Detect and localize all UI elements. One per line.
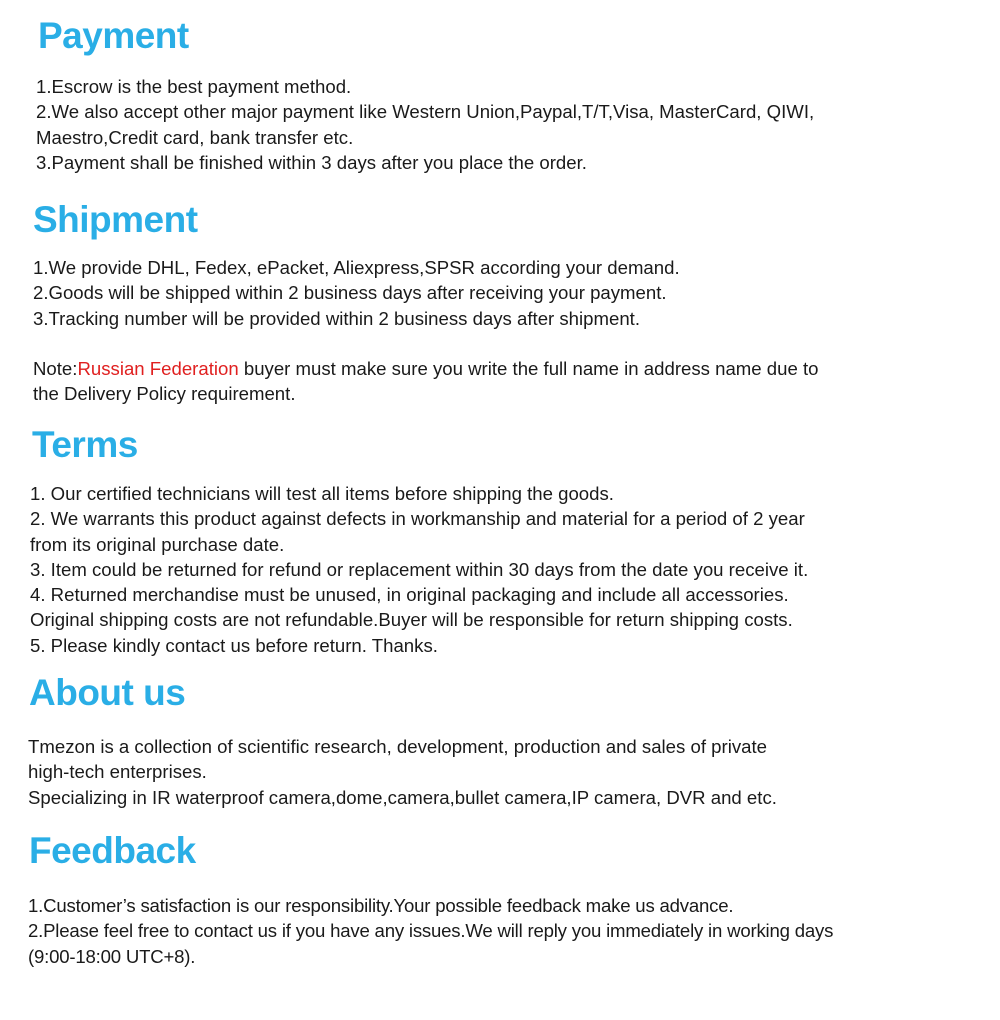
- terms-line-1: 1. Our certified technicians will test all items before shipping the goods.: [30, 483, 614, 504]
- note-prefix: Note:: [33, 358, 78, 379]
- payment-line-4: 3.Payment shall be finished within 3 days after you place the order.: [36, 151, 587, 173]
- about-heading: About us: [29, 672, 186, 713]
- terms-line-3: from its original purchase date.: [30, 533, 285, 555]
- payment-body: [36, 74, 986, 175]
- feedback-line-3: (9:00-18:00 UTC+8).: [28, 945, 196, 967]
- shipment-note: [33, 356, 983, 407]
- note-rest: buyer must make sure you write the full name in address name due to: [238, 358, 819, 379]
- about-body: [28, 734, 988, 810]
- payment-heading: Payment: [38, 15, 189, 56]
- feedback-line-1: 1.Customer’s satisfaction is our responsibility.Your possible feedback make us advance.: [28, 895, 734, 916]
- shipment-note-line-1: [33, 356, 983, 381]
- note-highlight-country: Russian Federation: [77, 358, 239, 379]
- feedback-line-2: 2.Please feel free to contact us if you have any issues.We will reply you immediately in working days: [28, 920, 834, 942]
- payment-section: [0, 14, 1000, 58]
- about-line-1: Tmezon is a collection of scientific research, development, production and sales of private: [28, 736, 767, 757]
- payment-line-2: 2.We also accept other major payment like Western Union,Paypal,T/T,Visa, MasterCard, QIWI,: [36, 101, 815, 123]
- terms-heading: Terms: [32, 424, 138, 465]
- about-section: [0, 671, 1000, 715]
- shipment-line-2: 2.Goods will be shipped within 2 business days after receiving your payment.: [33, 282, 667, 304]
- terms-line-2: 2. We warrants this product against defects in workmanship and material for a period of 2 year: [30, 508, 805, 530]
- about-line-2: high-tech enterprises.: [28, 761, 207, 783]
- terms-line-5: 4. Returned merchandise must be unused, in original packaging and include all accessories.: [30, 584, 789, 606]
- payment-line-3: Maestro,Credit card, bank transfer etc.: [36, 126, 354, 148]
- shipment-note-line-2: the Delivery Policy requirement.: [33, 383, 296, 405]
- shipment-heading: Shipment: [33, 199, 198, 240]
- feedback-body: [28, 893, 988, 969]
- shipment-line-3: 3.Tracking number will be provided within 2 business days after shipment.: [33, 307, 641, 329]
- feedback-section: [0, 829, 1000, 873]
- payment-line-1: 1.Escrow is the best payment method.: [36, 76, 352, 97]
- terms-line-7: 5. Please kindly contact us before return. Thanks.: [30, 634, 438, 656]
- terms-line-4: 3. Item could be returned for refund or replacement within 30 days from the date you receive it.: [30, 558, 809, 580]
- terms-body: [30, 481, 990, 658]
- terms-line-6: Original shipping costs are not refundable.Buyer will be responsible for return shipping costs.: [30, 609, 793, 631]
- terms-section: [0, 423, 1000, 467]
- about-line-3: Specializing in IR waterproof camera,dome,camera,bullet camera,IP camera, DVR and etc.: [28, 786, 777, 808]
- shipment-line-1: 1.We provide DHL, Fedex, ePacket, Aliexpress,SPSR according your demand.: [33, 257, 680, 278]
- shipment-section: [0, 198, 1000, 242]
- feedback-heading: Feedback: [29, 830, 196, 871]
- shipment-body: [33, 255, 983, 331]
